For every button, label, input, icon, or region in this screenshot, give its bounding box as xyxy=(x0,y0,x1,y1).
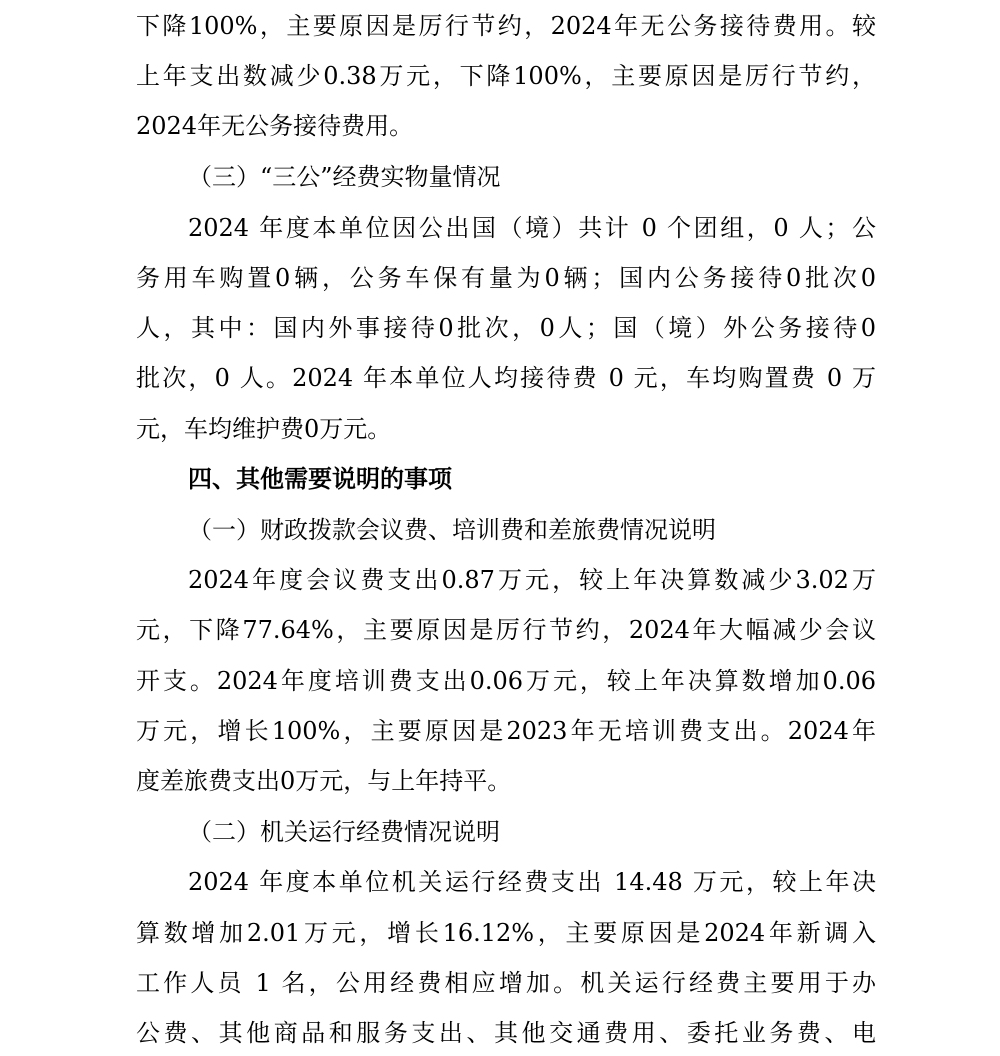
paragraph-line: 元，下降77.64%，主要原因是厉行节约，2024年大幅减少会议 xyxy=(136,616,876,644)
paragraph-line: 2024 年度本单位因公出国（境）共计 0 个团组，0 人；公 xyxy=(188,214,876,242)
paragraph-line: 算数增加2.01万元，增长16.12%，主要原因是2024年新调入 xyxy=(136,919,876,947)
section-heading: （三）“三公”经费实物量情况 xyxy=(188,163,501,191)
chapter-heading: 四、其他需要说明的事项 xyxy=(188,465,452,493)
section-heading: （二）机关运行经费情况说明 xyxy=(188,818,500,846)
paragraph-line: 公费、其他商品和服务支出、其他交通费用、委托业务费、电 xyxy=(136,1019,876,1047)
paragraph-line: 人，其中：国内外事接待0批次，0人；国（境）外公务接待0 xyxy=(136,314,876,342)
paragraph-line: 2024年无公务接待费用。 xyxy=(136,112,414,140)
paragraph-line: 工作人员 1 名，公用经费相应增加。机关运行经费主要用于办 xyxy=(136,969,876,997)
paragraph-line: 务用车购置0辆，公务车保有量为0辆；国内公务接待0批次0 xyxy=(136,264,876,292)
paragraph-line: 万元，增长100%，主要原因是2023年无培训费支出。2024年 xyxy=(136,717,876,745)
paragraph-line: 元，车均维护费0万元。 xyxy=(136,415,392,443)
paragraph-line: 度差旅费支出0万元，与上年持平。 xyxy=(136,767,512,795)
paragraph-line: 2024 年度本单位机关运行经费支出 14.48 万元，较上年决 xyxy=(188,868,876,896)
paragraph-line: 开支。2024年度培训费支出0.06万元，较上年决算数增加0.06 xyxy=(136,667,876,695)
paragraph-line: 上年支出数减少0.38万元，下降100%，主要原因是厉行节约， xyxy=(136,62,876,90)
section-heading: （一）财政拨款会议费、培训费和差旅费情况说明 xyxy=(188,516,716,544)
paragraph-line: 下降100%，主要原因是厉行节约，2024年无公务接待费用。较 xyxy=(136,12,876,40)
paragraph-line: 2024年度会议费支出0.87万元，较上年决算数减少3.02万 xyxy=(188,566,876,594)
paragraph-line: 批次，0 人。2024 年本单位人均接待费 0 元，车均购置费 0 万 xyxy=(136,364,876,392)
